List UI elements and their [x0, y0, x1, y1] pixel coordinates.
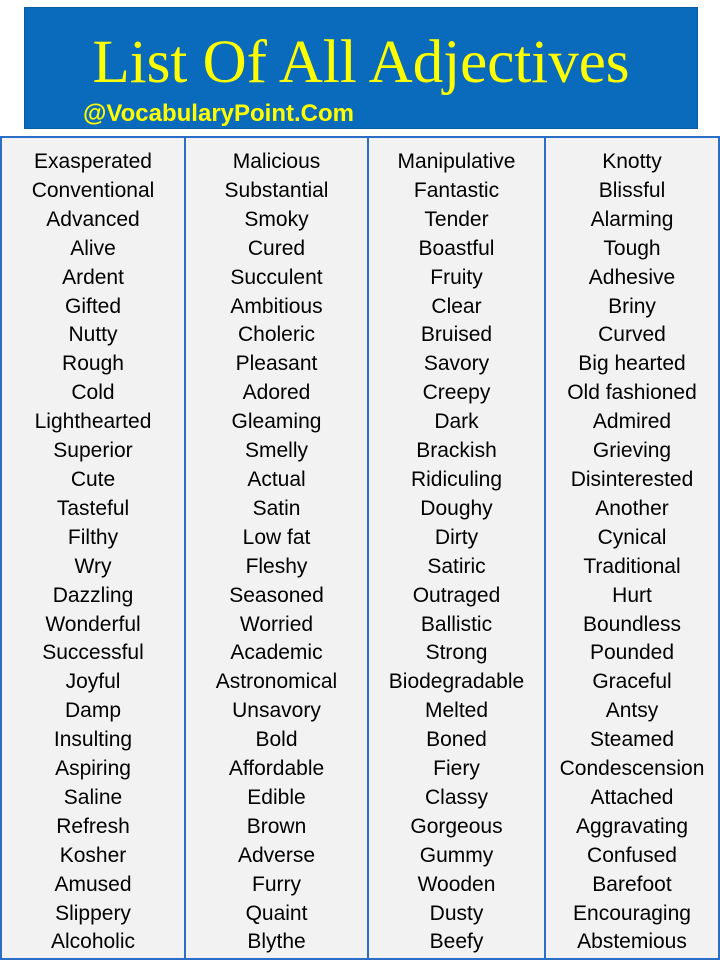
adjective-word: Briny	[608, 294, 656, 318]
title-banner	[24, 7, 698, 129]
adjective-word: Substantial	[224, 178, 329, 202]
adjective-word: Biodegradable	[388, 670, 525, 694]
adjective-word: Graceful	[592, 670, 672, 694]
adjective-word: Unsavory	[232, 699, 321, 723]
adjective-word: Ridiculing	[410, 467, 503, 491]
adjective-word: Rough	[62, 352, 124, 376]
adjective-word: Dazzling	[52, 583, 134, 607]
adjective-word: Manipulative	[397, 150, 516, 173]
adjective-word: Clear	[431, 294, 482, 318]
adjective-word: Edible	[247, 785, 306, 809]
adjective-word: Quaint	[245, 901, 308, 925]
adjective-word: Aggravating	[575, 814, 689, 838]
adjective-word: Damp	[64, 699, 122, 723]
adjective-word: Attached	[590, 785, 674, 809]
adjective-word: Savory	[423, 352, 490, 376]
adjective-word: Bold	[255, 728, 298, 752]
adjective-word: Tender	[424, 207, 489, 231]
adjective-word: Advanced	[46, 207, 140, 231]
adjective-word: Furry	[252, 872, 301, 896]
adjective-word: Knotty	[602, 150, 662, 173]
adjective-word: Gifted	[64, 294, 122, 318]
adjective-word: Blythe	[247, 930, 306, 954]
adjective-word: Brackish	[416, 439, 497, 463]
adjective-word: Hurt	[612, 583, 652, 607]
adjective-word: Classy	[424, 785, 488, 809]
adjective-word: Wry	[74, 554, 112, 578]
adjective-word: Doughy	[420, 496, 493, 520]
adjective-word: Creepy	[422, 381, 491, 405]
adjective-word: Confused	[587, 843, 677, 867]
adjective-word: Fleshy	[245, 554, 308, 578]
adjective-word: Adhesive	[588, 265, 676, 289]
adjective-word: Admired	[592, 410, 672, 434]
website-credit: @VocabularyPoint.Com	[83, 100, 354, 127]
adjective-word: Boned	[426, 728, 487, 752]
adjective-word: Bruised	[420, 323, 493, 347]
adjective-word: Dark	[434, 410, 479, 434]
adjective-word: Wooden	[417, 872, 496, 896]
adjective-word: Astronomical	[215, 670, 338, 694]
adjective-word: Saline	[63, 785, 123, 809]
adjective-word: Tough	[603, 236, 661, 260]
adjective-word: Abstemious	[577, 930, 687, 954]
adjective-word: Another	[595, 496, 669, 520]
adjective-word: Superior	[53, 439, 133, 463]
adjective-word: Satin	[252, 496, 301, 520]
adjective-word: Dirty	[434, 525, 479, 549]
adjective-word: Exasperated	[34, 150, 152, 173]
adjective-word: Boundless	[582, 612, 682, 636]
adjective-word: Affordable	[228, 757, 325, 781]
adjective-word: Beefy	[429, 930, 484, 954]
adjective-word: Adverse	[237, 843, 316, 867]
adjective-word: Academic	[230, 641, 323, 665]
adjective-word: Fiery	[433, 757, 480, 781]
adjective-word: Ardent	[62, 265, 124, 289]
adjective-word: Gorgeous	[410, 814, 503, 838]
adjective-word: Steamed	[589, 728, 675, 752]
adjective-word: Big hearted	[578, 352, 686, 376]
adjective-word: Actual	[247, 467, 306, 491]
adjective-word: Dusty	[429, 901, 484, 925]
adjective-column-1	[0, 136, 186, 960]
adjective-word: Adored	[242, 381, 311, 405]
adjective-word: Insulting	[53, 728, 133, 752]
adjective-word: Tasteful	[56, 496, 130, 520]
adjective-word: Cynical	[597, 525, 667, 549]
adjective-word: Amused	[54, 872, 132, 896]
adjective-word: Cold	[71, 381, 115, 405]
adjective-word: Blissful	[598, 178, 666, 202]
adjective-word: Seasoned	[229, 583, 324, 607]
adjective-word: Smelly	[244, 439, 308, 463]
adjective-word: Smoky	[244, 207, 309, 231]
adjective-word: Old fashioned	[567, 381, 697, 405]
adjective-word: Satiric	[427, 554, 486, 578]
adjective-word: Alarming	[590, 207, 674, 231]
adjective-word: Ballistic	[420, 612, 493, 636]
adjective-word: Fantastic	[413, 178, 500, 202]
adjective-word: Encouraging	[573, 901, 691, 925]
page-title: List Of All Adjectives	[92, 29, 630, 96]
adjective-column-3	[369, 136, 546, 960]
adjective-word: Ambitious	[230, 294, 323, 318]
adjective-word: Aspiring	[55, 757, 131, 781]
adjective-word: Grieving	[592, 439, 672, 463]
adjective-word: Alive	[70, 236, 116, 260]
adjective-word: Slippery	[55, 901, 131, 925]
adjective-word: Malicious	[232, 150, 321, 173]
adjective-word: Melted	[424, 699, 489, 723]
adjective-word: Lighthearted	[34, 410, 152, 434]
adjective-word: Succulent	[230, 265, 323, 289]
adjective-column-2	[186, 136, 369, 960]
adjective-word: Conventional	[31, 178, 155, 202]
adjective-word: Wonderful	[45, 612, 141, 636]
adjective-word: Curved	[598, 323, 666, 347]
adjective-word: Disinterested	[570, 467, 694, 491]
adjective-word: Refresh	[56, 814, 130, 838]
adjective-word: Pounded	[589, 641, 675, 665]
adjective-word: Filthy	[67, 525, 119, 549]
adjective-table	[0, 136, 720, 960]
adjective-word: Pleasant	[235, 352, 318, 376]
adjective-word: Nutty	[68, 323, 118, 347]
adjective-word: Joyful	[65, 670, 121, 694]
adjective-word: Worried	[239, 612, 314, 636]
adjective-word: Gummy	[419, 843, 494, 867]
adjective-word: Alcoholic	[50, 930, 136, 954]
adjective-word: Kosher	[59, 843, 127, 867]
adjective-column-4	[546, 136, 720, 960]
adjective-word: Cute	[70, 467, 116, 491]
adjective-word: Successful	[42, 641, 144, 665]
adjective-word: Low fat	[242, 525, 311, 549]
adjective-word: Brown	[246, 814, 307, 838]
adjective-word: Outraged	[412, 583, 501, 607]
adjective-word: Boastful	[418, 236, 495, 260]
adjective-word: Choleric	[237, 323, 316, 347]
adjective-word: Fruity	[430, 265, 483, 289]
adjective-word: Antsy	[605, 699, 659, 723]
adjective-word: Strong	[425, 641, 488, 665]
adjective-word: Condescension	[559, 757, 705, 781]
adjective-word: Gleaming	[231, 410, 322, 434]
adjective-word: Barefoot	[592, 872, 672, 896]
adjective-word: Traditional	[583, 554, 681, 578]
adjective-word: Cured	[247, 236, 306, 260]
